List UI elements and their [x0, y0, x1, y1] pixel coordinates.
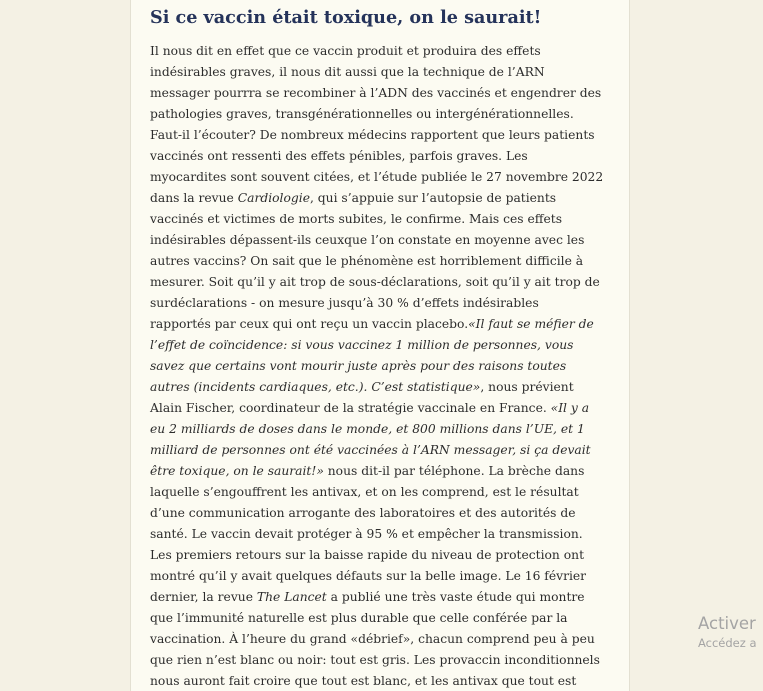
- watermark-line-2: Accédez a: [698, 636, 757, 650]
- body-line: [150, 62, 620, 83]
- text-segment: dans la revue: [150, 191, 238, 205]
- text-segment: Alain Fischer, coordinateur de la stratégie vaccinale en France.: [150, 401, 551, 415]
- italic-text-segment: Cardiologie: [237, 191, 310, 205]
- watermark-line-1: Activer: [698, 614, 756, 633]
- body-line: [150, 335, 620, 356]
- body-line: [150, 188, 620, 209]
- body-line: [150, 167, 620, 188]
- text-segment: nous auront fait croire que tout est blanc, et les antivax que tout est: [150, 674, 577, 688]
- italic-text-segment: «Il y a: [550, 401, 590, 415]
- text-segment: Il nous dit en effet que ce vaccin produit et produira des effets: [150, 44, 541, 58]
- text-segment: a publié une très vaste étude qui montre: [326, 590, 585, 604]
- article-body: [150, 41, 620, 691]
- article-title: Si ce vaccin était toxique, on le saurait!: [150, 7, 542, 28]
- text-segment: que rien n’est blanc ou noir: tout est gris. Les provaccin inconditionnels: [150, 653, 600, 667]
- text-segment: , nous prévient: [480, 380, 574, 394]
- body-line: [150, 482, 620, 503]
- text-segment: santé. Le vaccin devait protéger à 95 % et empêcher la transmission.: [150, 527, 583, 541]
- text-segment: autres vaccins? On sait que le phénomène est horriblement difficile à: [150, 254, 584, 268]
- body-line: [150, 314, 620, 335]
- body-line: [150, 377, 620, 398]
- text-segment: laquelle s’engouffrent les antivax, et on les comprend, est le résultat: [150, 485, 579, 499]
- body-line: [150, 398, 620, 419]
- text-segment: d’une communication arrogante des laboratoires et des autorités de: [150, 506, 576, 520]
- body-line: [150, 629, 620, 650]
- italic-text-segment: autres (incidents cardiaques, etc.). C’est statistique»: [150, 380, 481, 394]
- body-line: [150, 566, 620, 587]
- text-segment: nous dit-il par téléphone. La brèche dans: [323, 464, 585, 478]
- text-segment: indésirables graves, il nous dit aussi que la technique de l’ARN: [150, 65, 545, 79]
- italic-text-segment: «Il faut se méfier de: [468, 317, 594, 331]
- body-line: [150, 671, 620, 691]
- text-segment: vaccinés et victimes de morts subites, le confirme. Mais ces effets: [150, 212, 563, 226]
- body-line: [150, 125, 620, 146]
- body-line: [150, 650, 620, 671]
- text-segment: vaccinés ont ressenti des effets pénibles, parfois graves. Les: [150, 149, 528, 163]
- italic-text-segment: The Lancet: [256, 590, 327, 604]
- italic-text-segment: savez que certains vont mourir juste après pour des raisons toutes: [150, 359, 567, 373]
- text-segment: myocardites sont souvent citées, et l’étude publiée le 27 novembre 2022: [150, 170, 604, 184]
- text-segment: messager pourrra se recombiner à l’ADN des vaccinés et engendrer des: [150, 86, 602, 100]
- windows-activation-watermark: [698, 613, 757, 651]
- body-line: [150, 587, 620, 608]
- italic-text-segment: l’effet de coïncidence: si vous vaccinez 1 million de personnes, vous: [150, 338, 574, 352]
- italic-text-segment: milliard de personnes ont été vaccinées à l’ARN messager, si ça devait: [150, 443, 591, 457]
- body-line: [150, 272, 620, 293]
- body-line: [150, 230, 620, 251]
- text-segment: vaccination. À l’heure du grand «débrief», chacun comprend peu à peu: [150, 632, 595, 646]
- body-line: [150, 251, 620, 272]
- text-segment: montré qu’il y avait quelques défauts sur la belle image. Le 16 février: [150, 569, 587, 583]
- body-line: [150, 503, 620, 524]
- italic-text-segment: être toxique, on le saurait!»: [150, 464, 324, 478]
- body-line: [150, 146, 620, 167]
- text-segment: mesurer. Soit qu’il y ait trop de sous-déclarations, soit qu’il y ait trop de: [150, 275, 600, 289]
- body-line: [150, 104, 620, 125]
- text-segment: Faut-il l’écouter? De nombreux médecins rapportent que leurs patients: [150, 128, 595, 142]
- body-line: [150, 524, 620, 545]
- body-line: [150, 293, 620, 314]
- body-line: [150, 419, 620, 440]
- text-segment: Les premiers retours sur la baisse rapide du niveau de protection ont: [150, 548, 585, 562]
- text-segment: surdéclarations - on mesure jusqu’à 30 % d’effets indésirables: [150, 296, 539, 310]
- text-segment: , qui s’appuie sur l’autopsie de patients: [309, 191, 557, 205]
- body-line: [150, 608, 620, 629]
- body-line: [150, 209, 620, 230]
- body-line: [150, 41, 620, 62]
- text-segment: indésirables dépassent-ils ceuxque l’on constate en moyenne avec les: [150, 233, 585, 247]
- body-line: [150, 545, 620, 566]
- article-page: [130, 0, 630, 691]
- body-line: [150, 83, 620, 104]
- body-line: [150, 356, 620, 377]
- text-segment: rapportés par ceux qui ont reçu un vaccin placebo.: [150, 317, 469, 331]
- text-segment: pathologies graves, transgénérationnelles ou intergénérationnelles.: [150, 107, 574, 121]
- italic-text-segment: eu 2 milliards de doses dans le monde, et 800 millions dans l’UE, et 1: [150, 422, 585, 436]
- body-line: [150, 461, 620, 482]
- text-segment: dernier, la revue: [150, 590, 257, 604]
- body-line: [150, 440, 620, 461]
- text-segment: que l’immunité naturelle est plus durable que celle conférée par la: [150, 611, 568, 625]
